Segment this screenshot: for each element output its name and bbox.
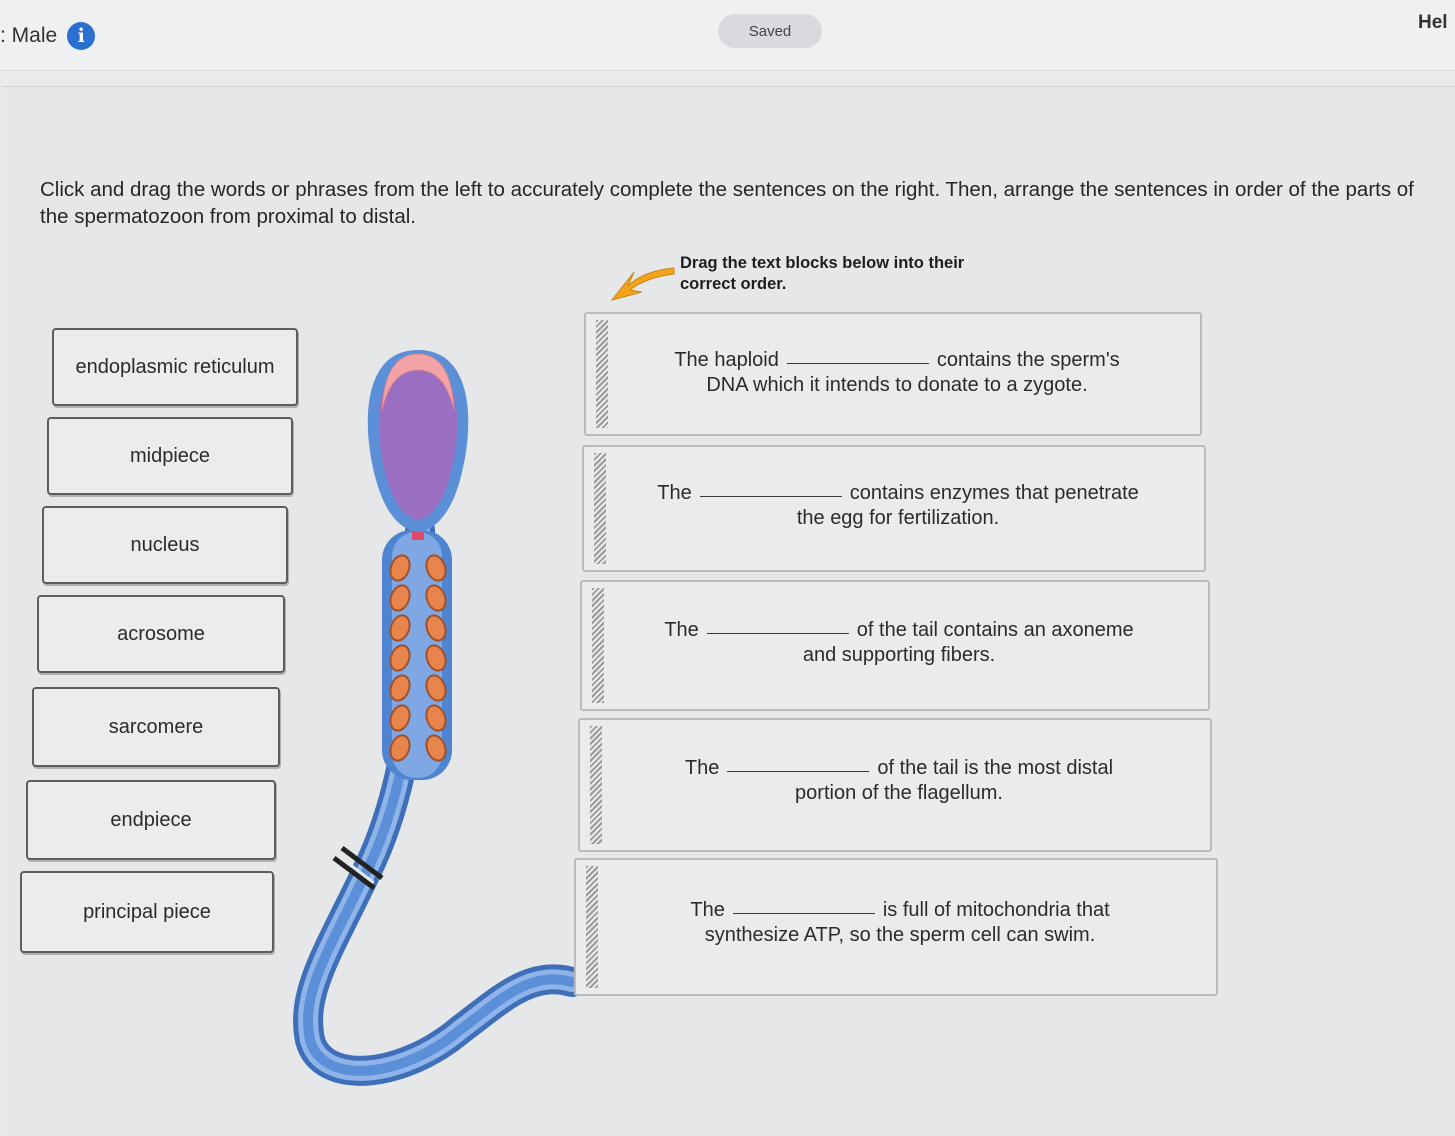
answer-drop-blank[interactable] [707,633,849,634]
sentence-block-1[interactable] [584,312,1202,436]
sentence-text-line2: DNA which it intends to donate to a zygote. [706,374,1088,396]
question-instructions: Click and drag the words or phrases from the left to accurately complete the sentences on the right. Then, arrange the sentences in order of the parts of the spermatozoon from proximal to distal. [40,178,1414,228]
sentence-text-after: is full of mitochondria that [882,899,1110,921]
sentence-text-line2: and supporting fibers. [802,644,996,666]
word-tile-label: principal piece [83,900,211,923]
sentence-block-4[interactable] [578,718,1212,852]
sentence-text-before: The [664,619,699,641]
word-tile-label: acrosome [117,622,205,645]
word-tile-label: endpiece [110,808,192,831]
sentence-text-line2: synthesize ATP, so the sperm cell can swim. [704,924,1096,946]
word-tile-label: sarcomere [108,715,204,738]
word-tile-nucleus[interactable] [42,506,288,584]
drag-handle-icon[interactable] [594,453,606,564]
answer-drop-blank[interactable] [700,496,842,497]
sentence-text-line2: portion of the flagellum. [795,782,1003,804]
drag-handle-icon[interactable] [592,588,604,703]
word-tile-label: nucleus [130,533,200,556]
assignment-title [0,22,95,50]
title-fragment: : Male [0,24,58,47]
word-tile-midpiece[interactable] [47,417,293,495]
sentence-text-line2: the egg for fertilization. [796,507,1000,529]
word-tile-sarcomere[interactable] [32,687,280,767]
drag-handle-icon[interactable] [590,726,602,844]
sentence-text-before: The haploid [674,349,779,371]
answer-drop-blank[interactable] [733,913,875,914]
word-tile-acrosome[interactable] [37,595,285,673]
sentence-block-2[interactable] [582,445,1206,572]
word-tile-label: midpiece [129,444,211,467]
drag-handle-icon[interactable] [596,320,608,428]
help-link[interactable]: Hel [1418,12,1448,33]
sentence-text-before: The [684,757,720,779]
sentence-text-before: The [657,482,692,504]
word-tile-principal-piece[interactable] [20,871,274,953]
sentence-block-3[interactable] [580,580,1210,711]
sentence-text-after: contains enzymes that penetrate [849,482,1139,504]
sentence-block-5[interactable] [574,858,1218,996]
spermatozoon-illustration [290,340,590,1090]
pointer-arrow-icon [608,262,678,304]
answer-drop-blank[interactable] [787,363,929,364]
info-icon[interactable]: i [67,22,95,50]
word-tile-endoplasmic-reticulum[interactable] [52,328,298,406]
sentence-text-after: of the tail contains an axoneme [856,619,1134,641]
answer-drop-blank[interactable] [727,771,869,772]
top-bar [0,0,1455,71]
word-tile-endpiece[interactable] [26,780,276,860]
sentence-text-before: The [690,899,725,921]
drag-hint-label: Drag the text blocks below into their correct order. [680,254,965,293]
sentence-text-after: contains the sperm's [936,349,1120,371]
drag-handle-icon[interactable] [586,866,598,988]
word-tile-label: endoplasmic reticulum [75,355,275,378]
saved-status-badge: Saved [718,14,822,48]
sentence-text-after: of the tail is the most distal [877,757,1114,779]
